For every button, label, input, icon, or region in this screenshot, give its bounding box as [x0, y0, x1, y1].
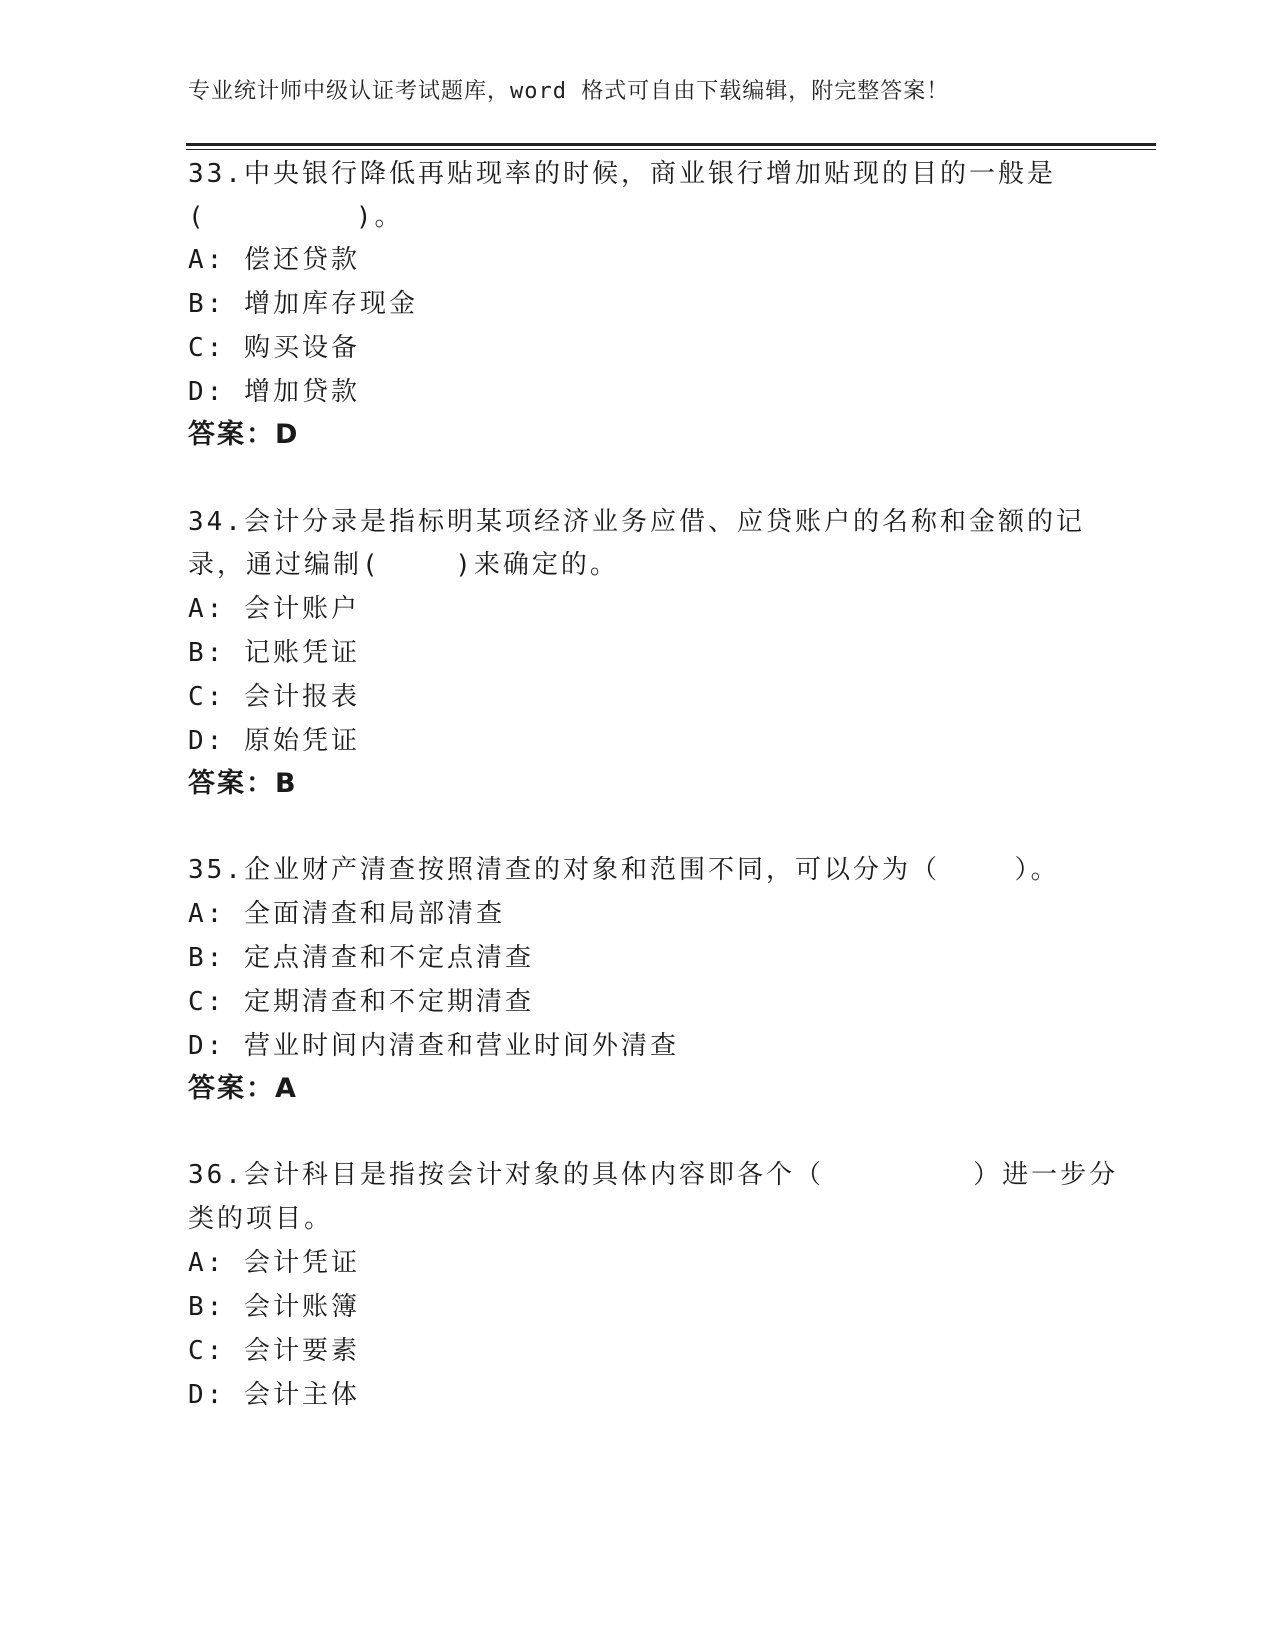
question-36-stem-line2: 类的项目。	[188, 1204, 334, 1234]
question-33-stem-line2: ( )。	[188, 202, 404, 232]
question-36-option-c: C: 会计要素	[188, 1336, 360, 1366]
question-34-answer: 答案：B	[188, 768, 298, 799]
question-35-stem-line1: 35.企业财产清查按照清查的对象和范围不同，可以分为（ ）。	[188, 855, 1060, 885]
question-33-stem-line1: 33.中央银行降低再贴现率的时候，商业银行增加贴现的目的一般是	[188, 159, 1056, 189]
question-35-option-b: B: 定点清查和不定点清查	[188, 943, 534, 973]
question-33-option-c: C: 购买设备	[188, 333, 360, 363]
question-33-option-d: D: 增加贷款	[188, 377, 360, 407]
question-34-option-b: B: 记账凭证	[188, 638, 360, 668]
header-divider-thin	[186, 149, 1156, 150]
question-34-option-a: A: 会计账户	[188, 594, 360, 624]
question-35-option-d: D: 营业时间内清查和营业时间外清查	[188, 1031, 679, 1061]
question-36-option-b: B: 会计账簿	[188, 1292, 360, 1322]
question-34-stem-line2: 录，通过编制( )来确定的。	[188, 550, 619, 580]
document-header: 专业统计师中级认证考试题库，word 格式可自由下载编辑，附完整答案！	[188, 79, 950, 104]
question-36-option-d: D: 会计主体	[188, 1380, 360, 1410]
question-33-answer: 答案：D	[188, 419, 300, 450]
header-divider-thick	[186, 143, 1156, 146]
question-35-option-a: A: 全面清查和局部清查	[188, 899, 505, 929]
question-34-option-d: D: 原始凭证	[188, 726, 360, 756]
question-36-option-a: A: 会计凭证	[188, 1248, 360, 1278]
question-33-option-a: A: 偿还贷款	[188, 245, 360, 275]
question-34-option-c: C: 会计报表	[188, 682, 360, 712]
question-35-answer: 答案：A	[188, 1073, 298, 1104]
question-36-stem-line1: 36.会计科目是指按会计对象的具体内容即各个（ ）进一步分	[188, 1160, 1119, 1190]
question-34-stem-line1: 34.会计分录是指标明某项经济业务应借、应贷账户的名称和金额的记	[188, 507, 1085, 537]
question-33-option-b: B: 增加库存现金	[188, 289, 418, 319]
question-35-option-c: C: 定期清查和不定期清查	[188, 987, 534, 1017]
